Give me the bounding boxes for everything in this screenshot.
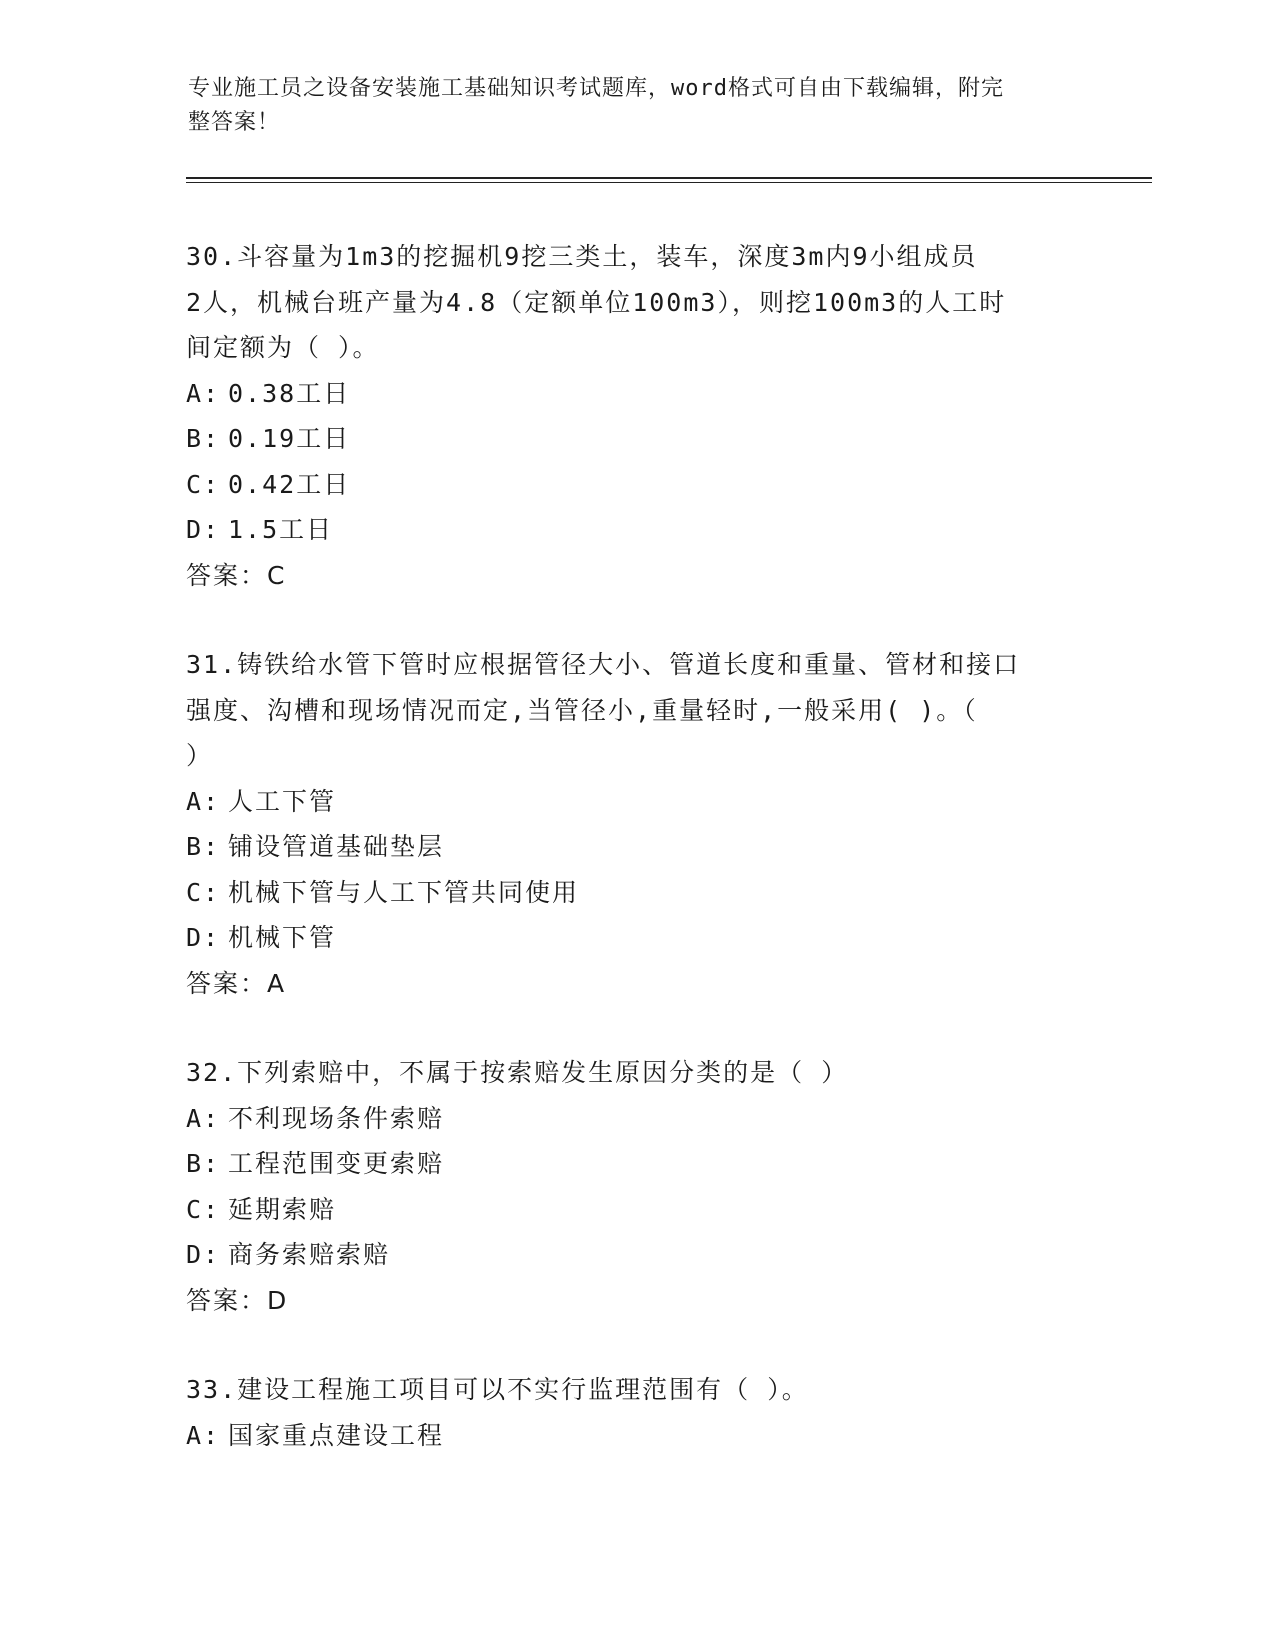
option-text: 工程范围变更索赔 bbox=[228, 1149, 445, 1178]
option-a bbox=[186, 371, 1086, 417]
option-a bbox=[186, 1413, 1086, 1459]
answer-line: 答案：D bbox=[186, 1285, 289, 1315]
header-divider-thick bbox=[186, 177, 1152, 179]
option-letter: C: bbox=[186, 469, 221, 499]
option-text: 不利现场条件索赔 bbox=[228, 1103, 445, 1133]
option-d bbox=[186, 915, 1086, 961]
option-text: 机械下管 bbox=[228, 923, 337, 952]
question-31 bbox=[186, 642, 1086, 1006]
option-a bbox=[186, 779, 1086, 825]
question-text-line: 30.斗容量为1m3的挖掘机9挖三类土，装车，深度3m内9小组成员 bbox=[186, 242, 978, 271]
option-letter: B: bbox=[186, 424, 221, 453]
option-text: 0.38工日 bbox=[228, 378, 351, 408]
option-text: 0.19工日 bbox=[228, 424, 351, 453]
option-c bbox=[186, 870, 1086, 916]
header-line-2: 整答案！ bbox=[188, 110, 281, 135]
answer-line: 答案：C bbox=[186, 560, 287, 590]
option-text: 人工下管 bbox=[228, 786, 337, 816]
question-text-line: 31.铸铁给水管下管时应根据管径大小、管道长度和重量、管材和接口 bbox=[186, 650, 1021, 679]
option-letter: A: bbox=[186, 786, 221, 816]
question-text-line: 强度、沟槽和现场情况而定,当管径小,重量轻时,一般采用( )。（ bbox=[186, 695, 978, 725]
question-32 bbox=[186, 1050, 1086, 1323]
option-c bbox=[186, 462, 1086, 508]
option-b bbox=[186, 1141, 1086, 1187]
option-c bbox=[186, 1187, 1086, 1233]
option-text: 商务索赔索赔 bbox=[228, 1240, 391, 1269]
option-letter: C: bbox=[186, 1194, 221, 1224]
question-list bbox=[186, 234, 1086, 1502]
option-a bbox=[186, 1096, 1086, 1142]
question-text-line: ） bbox=[186, 741, 214, 770]
option-letter: D: bbox=[186, 923, 221, 952]
option-letter: C: bbox=[186, 877, 221, 907]
option-text: 0.42工日 bbox=[228, 469, 351, 499]
option-text: 机械下管与人工下管共同使用 bbox=[228, 877, 580, 907]
document-header bbox=[188, 72, 1068, 140]
question-text-line: 32.下列索赔中，不属于按索赔发生原因分类的是（ ） bbox=[186, 1058, 849, 1087]
option-text: 铺设管道基础垫层 bbox=[228, 832, 445, 861]
question-text-line: 间定额为（ ）。 bbox=[186, 333, 380, 362]
header-line-1: 专业施工员之设备安装施工基础知识考试题库，word格式可自由下载编辑，附完 bbox=[188, 76, 1004, 101]
option-d bbox=[186, 507, 1086, 553]
question-33 bbox=[186, 1367, 1086, 1458]
answer-line: 答案：A bbox=[186, 968, 287, 998]
option-letter: D: bbox=[186, 1240, 221, 1269]
question-text-line: 2人，机械台班产量为4.8（定额单位100m3），则挖100m3的人工时 bbox=[186, 287, 1007, 317]
option-letter: B: bbox=[186, 1149, 221, 1178]
option-letter: A: bbox=[186, 1420, 221, 1450]
option-letter: A: bbox=[186, 1103, 221, 1133]
header-divider-thin bbox=[186, 182, 1152, 183]
option-b bbox=[186, 416, 1086, 462]
option-b bbox=[186, 824, 1086, 870]
question-30 bbox=[186, 234, 1086, 598]
option-letter: A: bbox=[186, 378, 221, 408]
option-text: 延期索赔 bbox=[228, 1194, 337, 1224]
option-text: 1.5工日 bbox=[228, 515, 334, 544]
option-d bbox=[186, 1232, 1086, 1278]
option-letter: D: bbox=[186, 515, 221, 544]
question-text-line: 33.建设工程施工项目可以不实行监理范围有（ ）。 bbox=[186, 1375, 809, 1404]
option-text: 国家重点建设工程 bbox=[228, 1420, 445, 1450]
option-letter: B: bbox=[186, 832, 221, 861]
